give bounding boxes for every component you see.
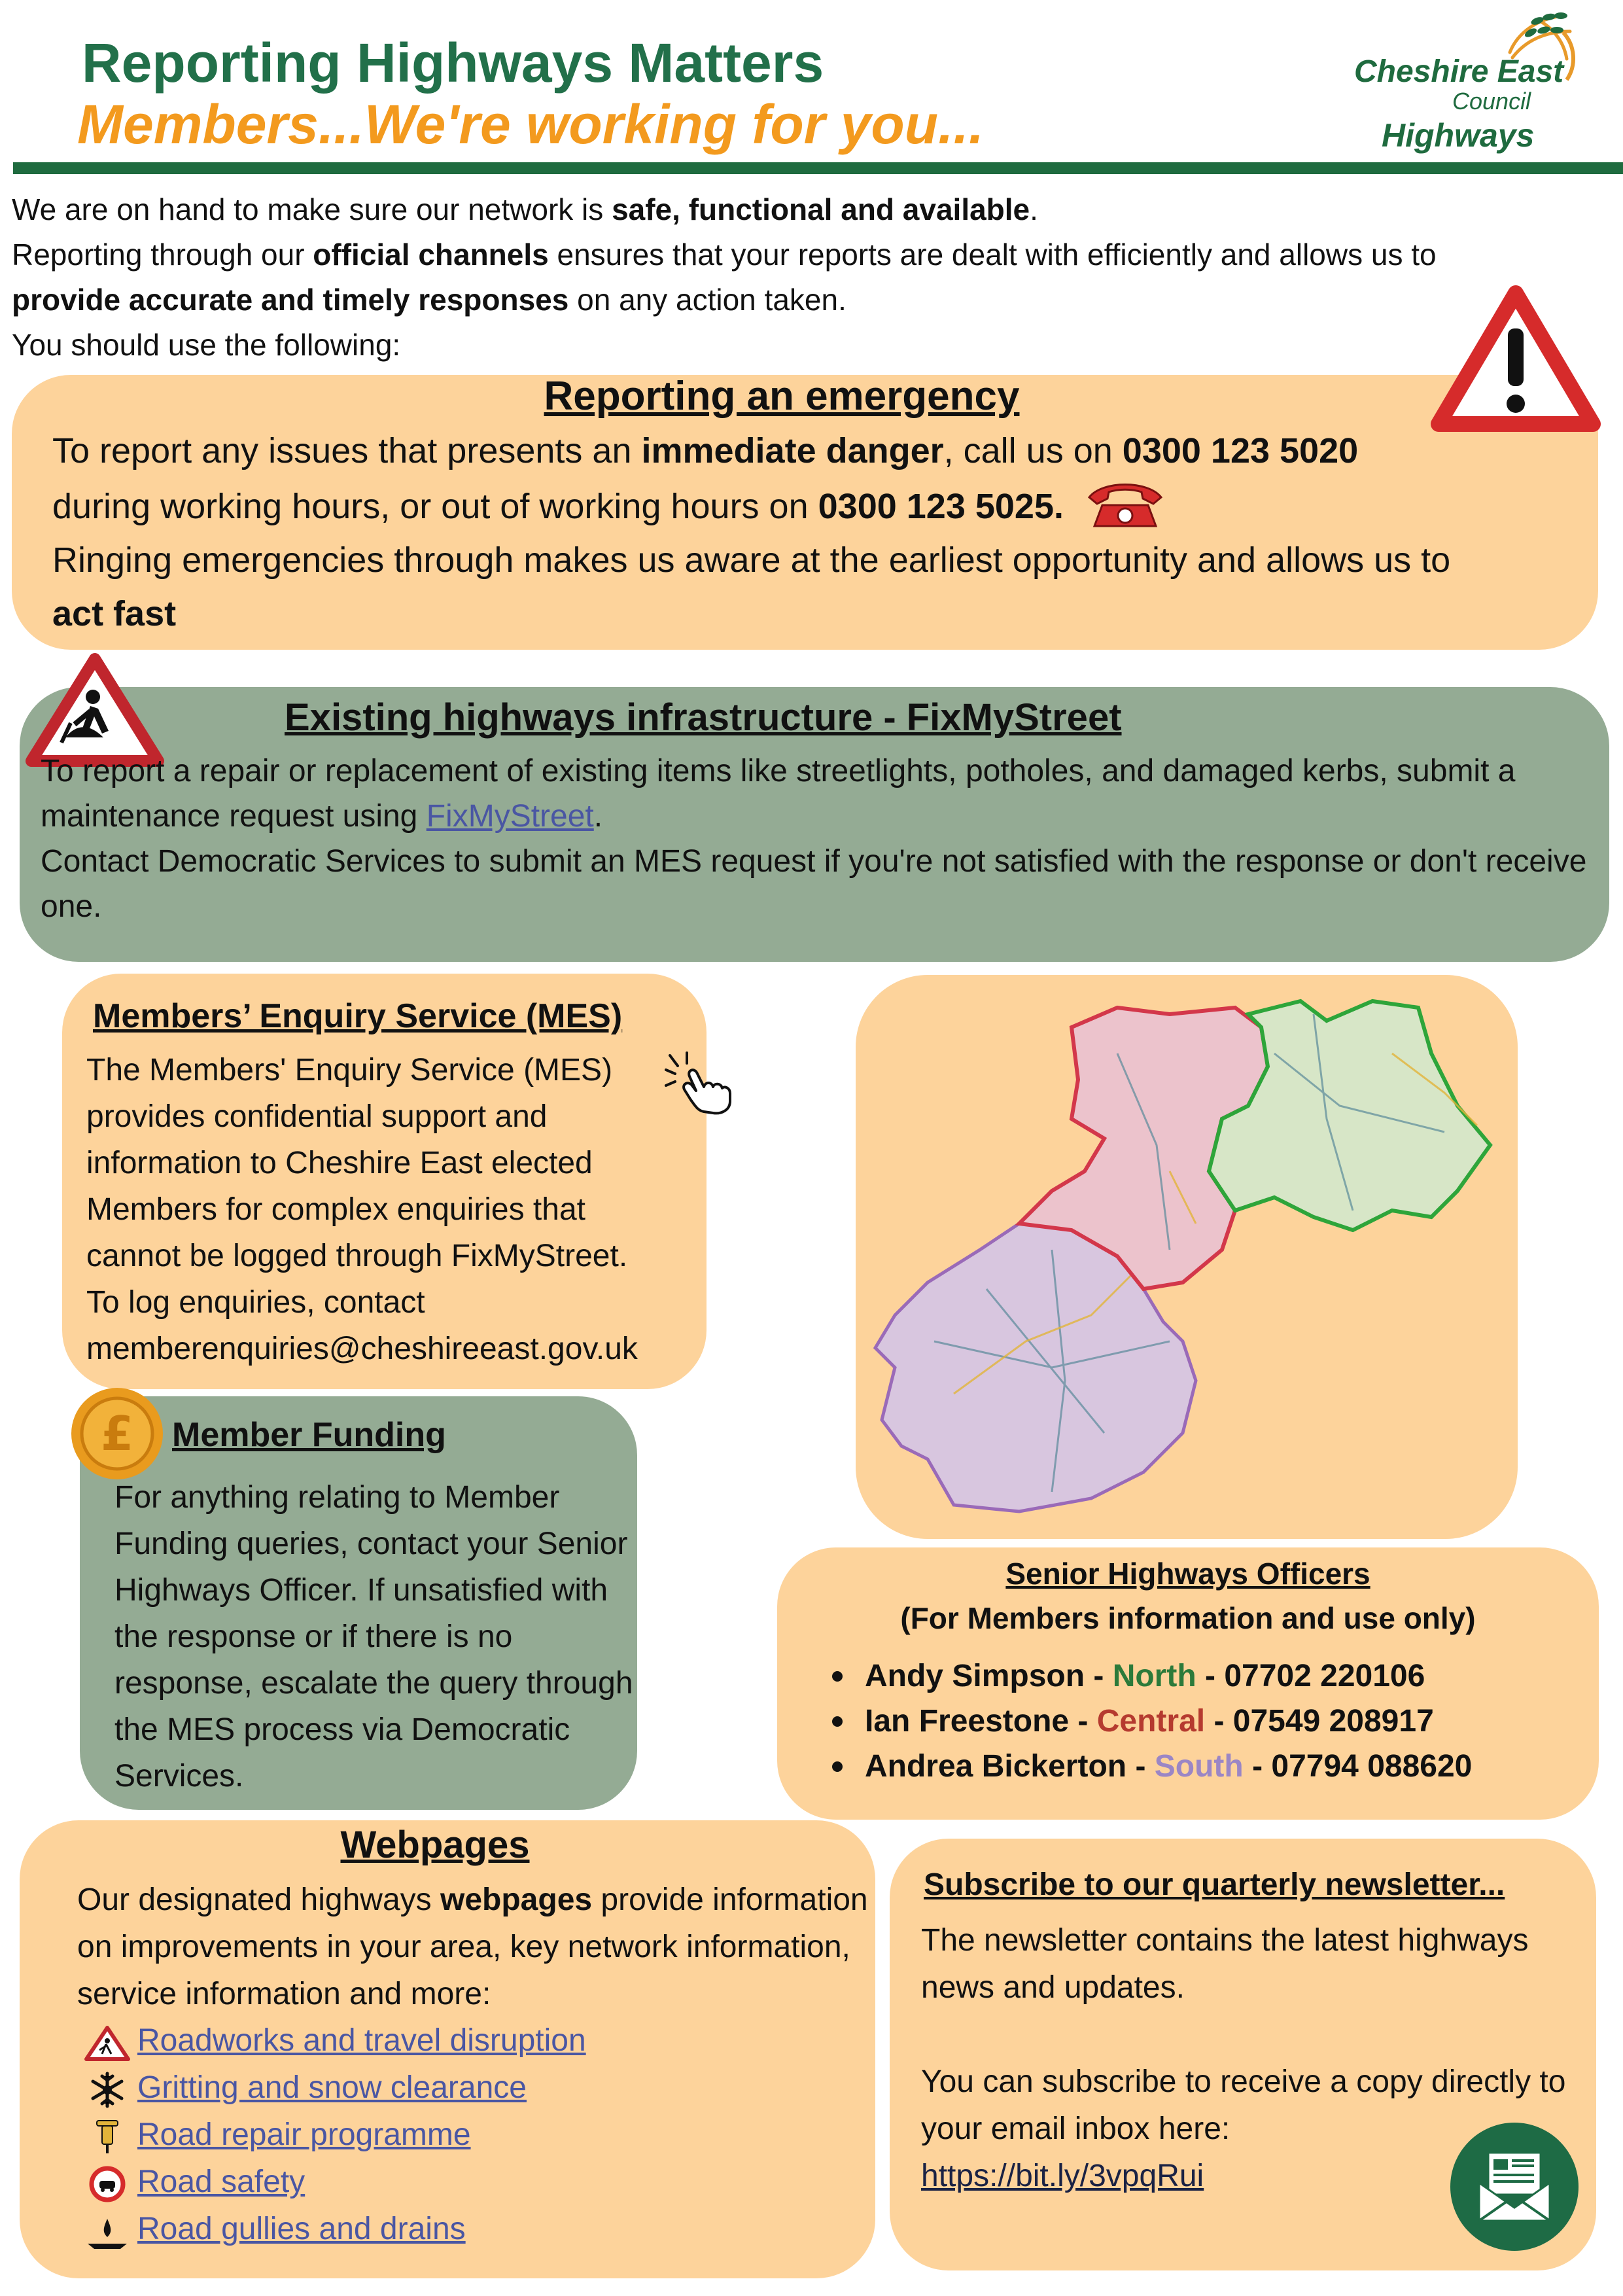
officer-south xyxy=(828,1744,1472,1789)
funding-title: Member Funding xyxy=(172,1416,446,1454)
officer-area: North xyxy=(1112,1659,1196,1693)
emergency-phone-day: 0300 123 5020 xyxy=(1122,431,1359,470)
cheshire-east-map xyxy=(856,975,1518,1539)
emergency-text-act-fast: act fast xyxy=(52,594,177,633)
fixmystreet-text-2: Contact Democratic Services to submit an MES request if you're not satisfied with the response or don't receive one. xyxy=(41,844,1587,924)
officer-central xyxy=(828,1699,1472,1744)
snowflake-icon xyxy=(84,2071,131,2109)
logo-line-2: Council xyxy=(1452,88,1531,115)
webpages-text-c: provide information on improvements in your area, key network information, service information and more: xyxy=(77,1882,868,2011)
roadworks-sign-icon xyxy=(84,2024,131,2062)
fixmystreet-text-1: To report a repair or replacement of existing items like streetlights, potholes, and damaged kerbs, submit a maintenance request using xyxy=(41,754,1516,834)
road-safety-icon xyxy=(84,2165,131,2203)
officer-name: Ian Freestone - xyxy=(865,1704,1097,1739)
jackhammer-icon xyxy=(84,2118,131,2156)
gully-icon xyxy=(84,2212,131,2250)
newsletter-link[interactable]: https://bit.ly/3vpqRui xyxy=(921,2159,1204,2193)
intro-line-3b: on any action taken. xyxy=(568,283,846,317)
header-divider xyxy=(13,162,1623,174)
fixmystreet-title: Existing highways infrastructure - FixMyStreet xyxy=(285,696,1122,739)
intro-line-1c: . xyxy=(1030,192,1038,226)
link-road-repair[interactable]: Road repair programme xyxy=(137,2117,471,2152)
intro-text xyxy=(12,187,1608,368)
intro-line-1a: We are on hand to make sure our network is xyxy=(12,192,612,226)
emergency-phone-night: 0300 123 5025. xyxy=(818,487,1064,526)
officers-note: (For Members information and use only) xyxy=(900,1601,1476,1635)
telephone-icon xyxy=(1083,478,1168,530)
newsletter-text-2: You can subscribe to receive a copy directly to your email inbox here: xyxy=(921,2064,1566,2146)
link-gritting[interactable]: Gritting and snow clearance xyxy=(137,2070,527,2105)
webpages-text-b: webpages xyxy=(440,1882,593,1917)
intro-line-4: You should use the following: xyxy=(12,328,401,362)
newsletter-text-1: The newsletter contains the latest highways news and updates. xyxy=(921,1923,1529,2005)
intro-line-2a: Reporting through our xyxy=(12,238,313,272)
officer-name: Andy Simpson - xyxy=(865,1659,1113,1693)
officer-name: Andrea Bickerton - xyxy=(865,1749,1155,1784)
emergency-text-2a: during working hours, or out of working hours on xyxy=(52,487,818,526)
funding-body: For anything relating to Member Funding queries, contact your Senior Highways Officer. If unsatisfied with the response or if there is no response, escalate the query through the MES process via Democratic Services. xyxy=(114,1480,633,1793)
page-title: Reporting Highways Matters xyxy=(82,32,824,94)
webpages-text-a: Our designated highways xyxy=(77,1882,440,1917)
link-roadworks[interactable]: Roadworks and travel disruption xyxy=(137,2023,586,2058)
council-logo xyxy=(1341,7,1583,157)
fixmystreet-text-1c: . xyxy=(593,799,603,834)
webpages-body xyxy=(77,1877,875,2018)
mes-description: The Members' Enquiry Service (MES) provides confidential support and information to Cheshire East elected Members for complex enquiries that cannot be logged through FixMyStreet. To log enquiries, contact xyxy=(86,1053,628,1320)
intro-line-2c: ensures that your reports are dealt with efficiently and allows us to xyxy=(548,238,1437,272)
mes-email[interactable]: memberenquiries@cheshireeast.gov.uk xyxy=(86,1332,638,1366)
fixmystreet-body xyxy=(41,749,1591,929)
envelope-icon xyxy=(1450,2123,1579,2251)
officer-phone: - 07549 208917 xyxy=(1205,1704,1434,1739)
intro-line-3a: provide accurate and timely responses xyxy=(12,283,569,317)
officers-list xyxy=(828,1653,1472,1789)
newsletter-title: Subscribe to our quarterly newsletter... xyxy=(924,1867,1505,1902)
officer-phone: - 07702 220106 xyxy=(1196,1659,1425,1693)
link-road-gullies[interactable]: Road gullies and drains xyxy=(137,2212,466,2246)
mes-body xyxy=(86,1047,714,1372)
svg-text:£: £ xyxy=(100,1406,134,1461)
page-subtitle: Members...We're working for you... xyxy=(77,94,985,155)
emergency-text-1b: immediate danger xyxy=(641,431,944,470)
mes-title: Members’ Enquiry Service (MES) xyxy=(93,997,623,1035)
emergency-title: Reporting an emergency xyxy=(544,374,1020,419)
logo-line-1: Cheshire East xyxy=(1354,54,1564,89)
map-panel xyxy=(856,975,1518,1539)
pound-coin-icon xyxy=(68,1385,166,1483)
emergency-text-1a: To report any issues that presents an xyxy=(52,431,642,470)
officer-area: Central xyxy=(1096,1704,1206,1739)
newsletter-spacer xyxy=(921,2011,1595,2058)
officer-area: South xyxy=(1154,1749,1244,1784)
intro-line-2b: official channels xyxy=(313,238,549,272)
intro-line-1b: safe, functional and available xyxy=(612,192,1030,226)
officer-phone: - 07794 088620 xyxy=(1243,1749,1473,1784)
emergency-body xyxy=(52,424,1609,641)
emergency-text-1c: , call us on xyxy=(943,431,1123,470)
officer-north xyxy=(828,1653,1472,1699)
emergency-text-3: Ringing emergencies through makes us aware at the earliest opportunity and allows us to xyxy=(52,540,1451,580)
webpages-title: Webpages xyxy=(340,1824,530,1866)
link-road-safety[interactable]: Road safety xyxy=(137,2164,305,2199)
fixmystreet-link[interactable]: FixMyStreet xyxy=(426,799,594,834)
officers-title: Senior Highways Officers xyxy=(1005,1557,1370,1591)
logo-line-3: Highways xyxy=(1382,117,1535,154)
